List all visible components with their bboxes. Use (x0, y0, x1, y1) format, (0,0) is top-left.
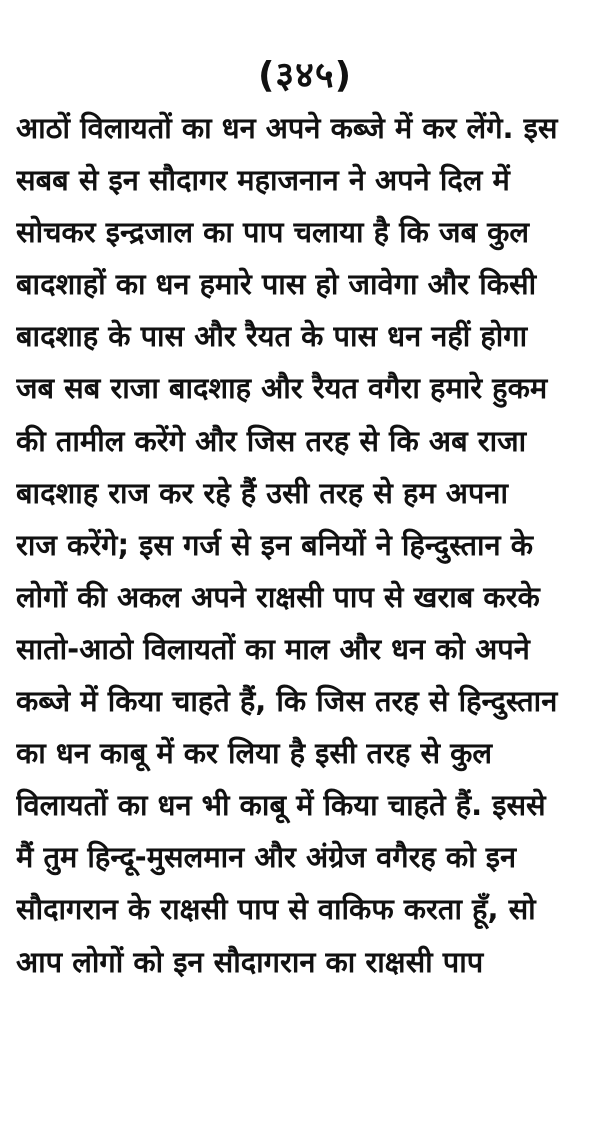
text-line: विलायतों का धन भी काबू में किया चाहते हैं. इससे (16, 788, 546, 823)
text-line: सौदागरान के राक्षसी पाप से वाकिफ करता हूँ, सो (16, 892, 536, 927)
text-line: सबब से इन सौदागर महाजनान ने अपने दिल में (16, 163, 510, 198)
body-text (16, 102, 596, 988)
text-line: बादशाहों का धन हमारे पास हो जावेगा और किसी (16, 267, 537, 302)
text-line: सोचकर इन्द्रजाल का पाप चलाया है कि जब कुल (16, 215, 530, 250)
text-line: बादशाह राज कर रहे हैं उसी तरह से हम अपना (16, 475, 509, 510)
text-line: बादशाह के पास और रैयत के पास धन नहीं होगा (16, 319, 528, 354)
text-line: की तामील करेंगे और जिस तरह से कि अब राजा (16, 423, 527, 458)
text-line: जब सब राजा बादशाह और रैयत वगैरा हमारे हुकम (16, 371, 548, 406)
text-line: आठों विलायतों का धन अपने कब्जे में कर लेंगे. इस (16, 111, 558, 145)
text-line: लोगों की अकल अपने राक्षसी पाप से खराब करके (16, 579, 540, 614)
text-line: मैं तुम हिन्दू-मुसलमान और अंग्रेज वगैरह को इन (16, 840, 517, 875)
text-line: सातो-आठो विलायतों का माल और धन को अपने (16, 631, 530, 666)
text-line: राज करेंगे; इस गर्ज से इन बनियों ने हिन्दुस्तान के (16, 527, 533, 562)
text-line: का धन काबू में कर लिया है इसी तरह से कुल (16, 736, 493, 771)
text-line: कब्जे में किया चाहते हैं, कि जिस तरह से हिन्दुस्तान (16, 684, 558, 719)
page-number: (३४५) (257, 55, 353, 96)
text-line: आप लोगों को इन सौदागरान का राक्षसी पाप (16, 944, 484, 979)
